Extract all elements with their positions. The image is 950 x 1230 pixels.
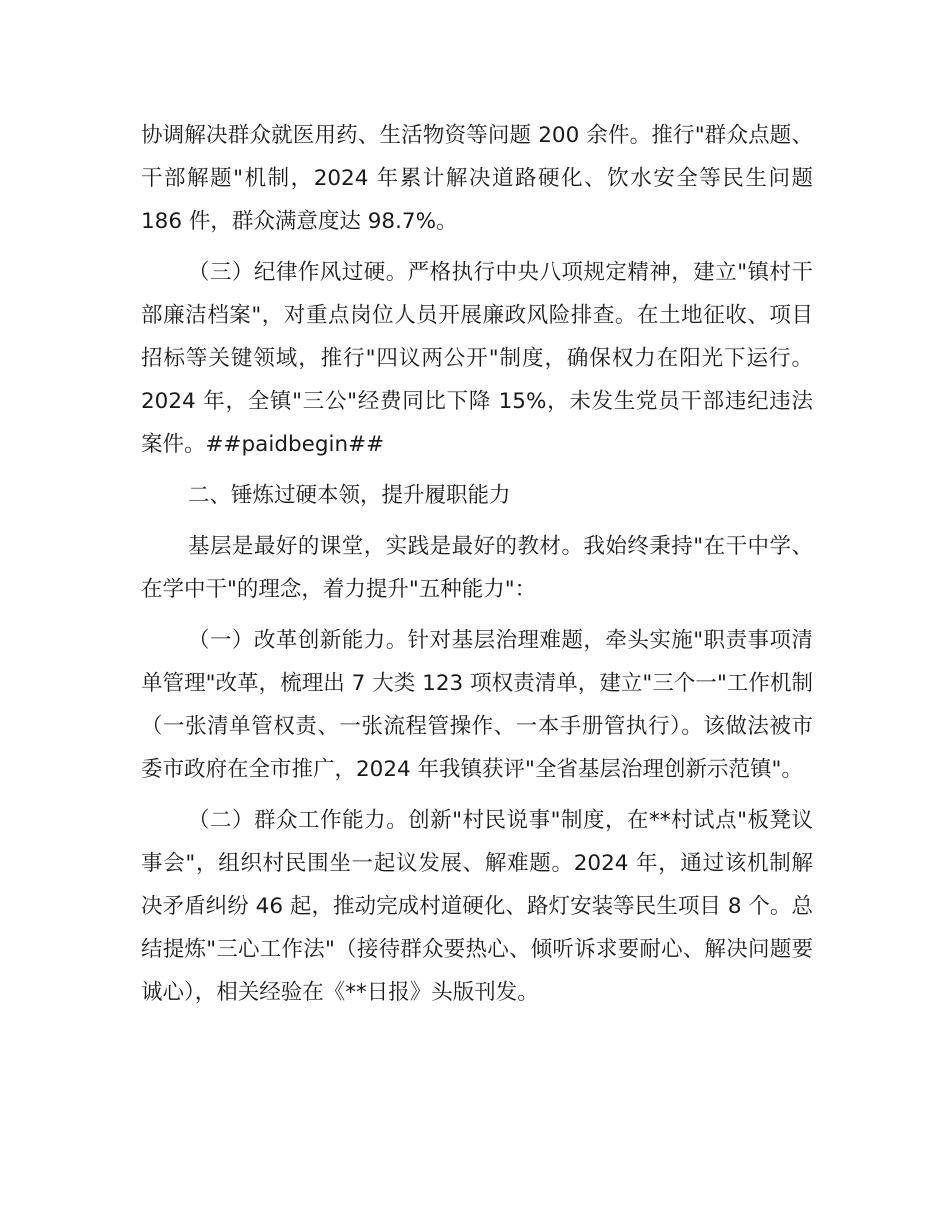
paragraph-reform-innovation: （一）改革创新能力。针对基层治理难题，牵头实施"职责事项清单管理"改革，梳理出 7 大类 123 项权责清单，建立"三个一"工作机制（一张清单管权责、一张流程管操作、一本手册管执行）。该做法被市委市政府在全市推广，2024 年我镇获评"全省基层治理创新示范镇"。 bbox=[141, 628, 813, 782]
paragraph-continued-results: 协调解决群众就医用药、生活物资等问题 200 余件。推行"群众点题、干部解题"机制，2024 年累计解决道路硬化、饮水安全等民生问题 186 件，群众满意度达 98.7%。 bbox=[141, 123, 813, 234]
document-body bbox=[141, 114, 813, 1022]
paragraph-mass-work: （二）群众工作能力。创新"村民说事"制度，在**村试点"板凳议事会"，组织村民围坐一起议发展、解难题。2024 年，通过该机制解决矛盾纠纷 46 起，推动完成村道硬化、路灯安装等民生项目 8 个。总结提炼"三心工作法"（接待群众要热心、倾听诉求要耐心、解决问题要诚心），相关经验在《**日报》头版刊发。 bbox=[141, 808, 813, 1005]
paragraph-discipline-style: （三）纪律作风过硬。严格执行中央八项规定精神，建立"镇村干部廉洁档案"，对重点岗位人员开展廉政风险排查。在土地征收、项目招标等关键领域，推行"四议两公开"制度，确保权力在阳光下运行。2024 年，全镇"三公"经费同比下降 15%，未发生党员干部违纪违法案件。##paidbegin## bbox=[141, 260, 813, 457]
paragraph-practice-intro: 基层是最好的课堂，实践是最好的教材。我始终秉持"在干中学、在学中干"的理念，着力提升"五种能力"： bbox=[141, 534, 813, 602]
section-heading-skills: 二、锤炼过硬本领，提升履职能力 bbox=[188, 483, 511, 508]
